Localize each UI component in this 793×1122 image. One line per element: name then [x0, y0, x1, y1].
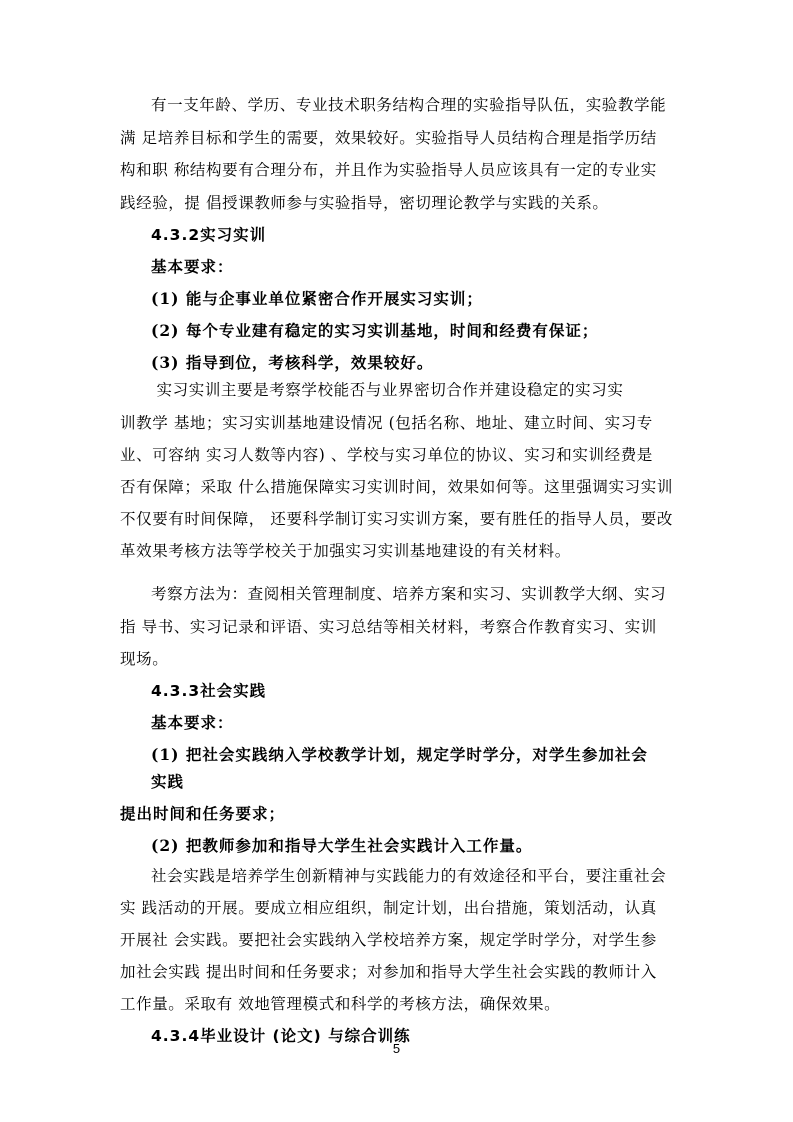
- section-heading-4-3-4: 4.3.4毕业设计 (论文) 与综合训练: [151, 1027, 411, 1045]
- paragraph-line: 训教学 基地；实习实训基地建设情况 (包括名称、地址、建立时间、实习专: [120, 414, 653, 432]
- paragraph-line: 社会实践是培养学生创新精神与实践能力的有效途径和平台，要注重社会: [151, 867, 667, 885]
- paragraph-line: 有一支年龄、学历、专业技术职务结构合理的实验指导队伍，实验教学能: [151, 96, 667, 114]
- requirement-item-continued: 提出时间和任务要求；: [120, 804, 286, 823]
- paragraph-line: 开展社 会实践。要把社会实践纳入学校培养方案，规定学时学分，对学生参: [120, 931, 657, 949]
- paragraph-line: 实习实训主要是考察学校能否与业界密切合作并建设稳定的实习实: [151, 381, 624, 399]
- paragraph-line: 业、可容纳 实习人数等内容) 、学校与实习单位的协议、实习和实训经费是: [120, 446, 653, 464]
- section-heading-4-3-3: 4.3.3社会实践: [151, 682, 267, 700]
- paragraph-line: 否有保障；采取 什么措施保障实习实训时间，效果如何等。这里强调实习实训: [120, 478, 673, 496]
- requirement-item: (1) 把社会实践纳入学校教学计划，规定学时学分，对学生参加社会: [151, 745, 648, 764]
- requirement-item-continued: 实践: [151, 772, 185, 791]
- paragraph-line: 考察方法为：查阅相关管理制度、培养方案和实习、实训教学大纲、实习: [151, 585, 667, 603]
- requirement-item: (1) 能与企事业单位紧密合作开展实习实训；: [151, 289, 483, 308]
- paragraph-line: 践经验，提 倡授课教师参与实验指导，密切理论教学与实践的关系。: [120, 194, 609, 212]
- requirements-label: 基本要求：: [151, 257, 234, 276]
- paragraph-line: 实 践活动的开展。要成立相应组织，制定计划，出台措施，策划活动，认真: [120, 899, 657, 917]
- page-number: 5: [392, 1041, 401, 1056]
- requirement-item: (3) 指导到位，考核科学，效果较好。: [151, 353, 434, 372]
- paragraph-line: 指 导书、实习记录和评语、实习总结等相关材料，考察合作教育实习、实训: [120, 618, 657, 636]
- paragraph-line: 工作量。采取有 效地管理模式和科学的考核方法，确保效果。: [120, 995, 561, 1013]
- paragraph-line: 满 足培养目标和学生的需要，效果较好。实验指导人员结构合理是指学历结: [120, 129, 657, 147]
- paragraph-line: 加社会实践 提出时间和任务要求；对参加和指导大学生社会实践的教师计入: [120, 963, 657, 981]
- requirement-item: (2) 每个专业建有稳定的实习实训基地，时间和经费有保证；: [151, 321, 599, 340]
- requirements-label: 基本要求：: [151, 713, 234, 732]
- paragraph-line: 不仅要有时间保障， 还要科学制订实习实训方案，要有胜任的指导人员，要改: [120, 510, 673, 528]
- paragraph-line: 革效果考核方法等学校关于加强实习实训基地建设的有关材料。: [120, 542, 571, 560]
- requirement-item: (2) 把教师参加和指导大学生社会实践计入工作量。: [151, 836, 533, 855]
- paragraph-line: 构和职 称结构要有合理分布，并且作为实验指导人员应该具有一定的专业实: [120, 161, 657, 179]
- paragraph-line: 现场。: [120, 650, 169, 668]
- section-heading-4-3-2: 4.3.2实习实训: [151, 226, 267, 244]
